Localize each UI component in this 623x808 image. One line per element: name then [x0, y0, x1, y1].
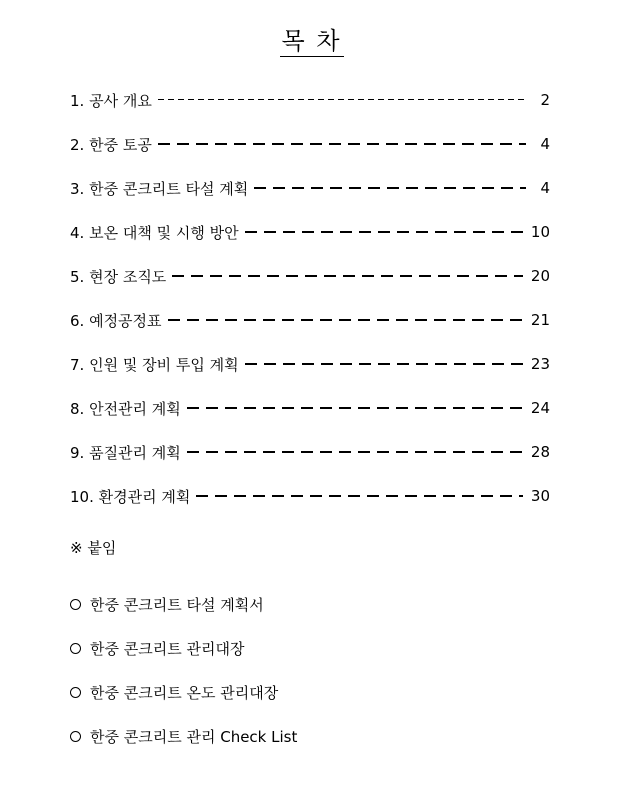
circle-icon [70, 643, 81, 654]
toc-item-label: 4. 보온 대책 및 시행 방안 [70, 223, 239, 242]
toc-item-label: 8. 안전관리 계획 [70, 399, 181, 418]
toc-leader [187, 407, 523, 409]
toc-item-page: 20 [530, 267, 550, 285]
toc-item-page: 23 [530, 355, 550, 373]
circle-icon [70, 599, 81, 610]
toc-item-label: 5. 현장 조직도 [70, 267, 167, 286]
toc-item-page: 2 [540, 91, 550, 109]
toc-item-label: 9. 품질관리 계획 [70, 443, 181, 462]
toc-item-label: 6. 예정공정표 [70, 311, 162, 330]
toc-item-page: 21 [530, 311, 550, 329]
toc-item-label: 2. 한중 토공 [70, 135, 152, 154]
attachment-item[interactable] [70, 582, 297, 626]
attachment-item-label: 한중 콘크리트 관리대장 [90, 639, 245, 658]
toc-item[interactable] [70, 254, 550, 298]
toc-leader [172, 275, 523, 277]
toc-leader [168, 319, 523, 321]
toc-leader [196, 495, 523, 497]
toc-item[interactable] [70, 210, 550, 254]
toc-item-page: 24 [530, 399, 550, 417]
toc-leader [254, 187, 526, 189]
attachment-item-label: 한중 콘크리트 타설 계획서 [90, 595, 264, 614]
toc-item[interactable] [70, 474, 550, 518]
toc-item[interactable] [70, 430, 550, 474]
toc-item-page: 30 [530, 487, 550, 505]
toc-item[interactable] [70, 166, 550, 210]
toc-item-page: 4 [540, 179, 550, 197]
toc-item-label: 1. 공사 개요 [70, 91, 152, 110]
toc-item[interactable] [70, 78, 550, 122]
table-of-contents [70, 78, 550, 518]
attachments-list [70, 582, 297, 758]
toc-leader [245, 363, 523, 365]
toc-item[interactable] [70, 342, 550, 386]
attachment-item-label: 한중 콘크리트 온도 관리대장 [90, 683, 279, 702]
attachment-item[interactable] [70, 670, 297, 714]
circle-icon [70, 731, 81, 742]
page-title [0, 26, 623, 56]
circle-icon [70, 687, 81, 698]
toc-leader [158, 143, 526, 145]
toc-item-label: 10. 환경관리 계획 [70, 487, 191, 506]
toc-item[interactable] [70, 122, 550, 166]
toc-item[interactable] [70, 298, 550, 342]
toc-item-label: 7. 인원 및 장비 투입 계획 [70, 355, 239, 374]
toc-item-page: 10 [530, 223, 550, 241]
toc-leader [158, 99, 526, 100]
toc-leader [187, 451, 523, 453]
toc-leader [245, 231, 523, 233]
attachments-heading: ※ 붙임 [70, 539, 117, 557]
attachment-item[interactable] [70, 626, 297, 670]
attachment-item[interactable] [70, 714, 297, 758]
page-title-text: 목 차 [281, 27, 342, 55]
toc-item[interactable] [70, 386, 550, 430]
attachment-item-label: 한중 콘크리트 관리 Check List [90, 727, 298, 746]
toc-item-label: 3. 한중 콘크리트 타설 계획 [70, 179, 249, 198]
toc-item-page: 4 [540, 135, 550, 153]
toc-item-page: 28 [530, 443, 550, 461]
